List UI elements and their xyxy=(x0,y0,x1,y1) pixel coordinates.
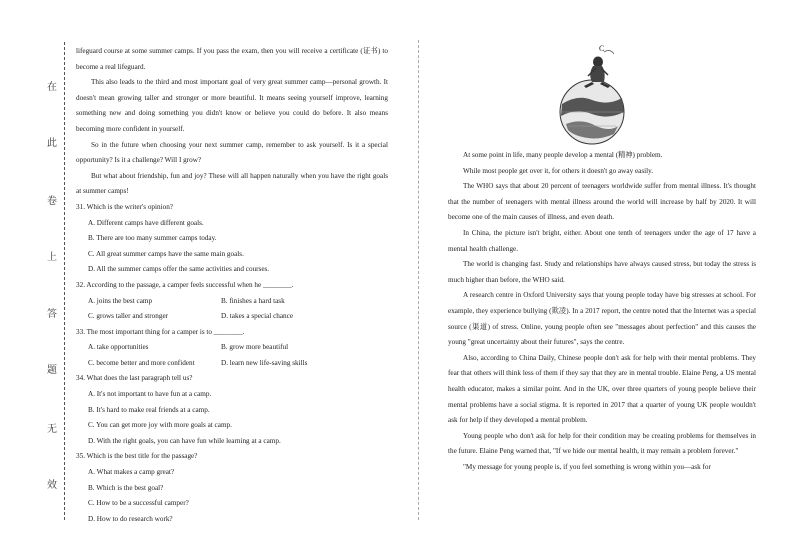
passage-paragraph: But what about friendship, fun and joy? These will all happen naturally when you have the right goals at summer camps! xyxy=(76,171,388,196)
option-a: A. It's not important to have fun at a camp. xyxy=(88,390,212,399)
option-b: B. It's hard to make real friends at a camp. xyxy=(88,405,210,414)
margin-char: 答 xyxy=(47,309,57,320)
question-31 xyxy=(76,200,388,278)
option-d: D. takes a special chance xyxy=(221,312,294,321)
passage-paragraph: The world is changing fast. Study and relationships have always caused stress, but today the stress is much higher than before, the WHO said. xyxy=(448,260,756,284)
question-33 xyxy=(76,325,388,372)
option-row xyxy=(76,340,388,356)
option-c: C. You can get more joy with more goals at camp. xyxy=(88,421,232,430)
question-stem: 34. What does the last paragraph tell us? xyxy=(76,374,193,383)
passage-paragraph: This also leads to the third and most important goal of very great summer camp—personal growth. It doesn't mean growing taller and stronger or more beautiful. It means seeing yourself improve, learning something new and doing something you didn't know or believe you could do before. It also means becoming more confident in yourself. xyxy=(76,78,388,133)
passage-illustration xyxy=(548,42,634,146)
option-b: B. Which is the best goal? xyxy=(88,483,164,492)
option-d: D. How to do research work? xyxy=(88,514,173,523)
option-a: A. take opportunities xyxy=(88,343,149,352)
right-column xyxy=(448,148,756,475)
passage-paragraph: Young people who don't ask for help for their condition may be creating problems for themselves in the future. Elaine Peng warned that, "If we hide our mental health, it may remain a problem forever." xyxy=(448,431,756,456)
option-row xyxy=(76,309,388,325)
option-b: B. There are too many summer camps today. xyxy=(88,234,217,243)
girl-on-globe-illustration xyxy=(548,42,634,146)
option-d: D. All the summer camps offer the same activities and courses. xyxy=(88,265,270,274)
option-d: D. learn new life-saving skills xyxy=(221,358,308,367)
passage-paragraph: In China, the picture isn't bright, either. About one tenth of teenagers under the age of 17 have a mental health challenge. xyxy=(448,228,756,253)
passage-paragraph: So in the future when choosing your next summer camp, remember to ask yourself. Is it a special opportunity? Is it a challenge? Will I grow? xyxy=(76,140,388,165)
question-stem: 35. Which is the best title for the passage? xyxy=(76,452,198,461)
question-34 xyxy=(76,371,388,449)
option-b: B. grow more beautiful xyxy=(221,343,289,352)
margin-char: 效 xyxy=(47,480,57,491)
passage-paragraph: The WHO says that about 20 percent of teenagers worldwide suffer from mental illness. It's thought that the number of teenagers with mental illness around the world will increase by half by 2020. It will become one of the main causes of illness, and even death. xyxy=(448,182,756,222)
option-a: A. joins the best camp xyxy=(88,296,153,305)
passage-paragraph: At some point in life, many people develop a mental (精神) problem. xyxy=(463,151,663,159)
option-c: C. become better and more confident xyxy=(88,358,195,367)
option-row xyxy=(76,356,388,372)
question-stem: 31. Which is the writer's opinion? xyxy=(76,202,173,211)
passage-paragraph: "My message for young people is, if you feel something is wrong within you—ask for xyxy=(463,462,711,471)
passage-paragraph: lifeguard course at some summer camps. If you pass the exam, then you will receive a certificate (证书) to become a real lifeguard. xyxy=(76,47,388,71)
option-c: C. All great summer camps have the same main goals. xyxy=(88,249,244,258)
margin-char: 题 xyxy=(47,365,57,376)
passage-paragraph: While most people get over it, for others it doesn't go away easily. xyxy=(463,166,654,175)
passage-label: C xyxy=(599,44,605,53)
option-d: D. With the right goals, you can have fun while learning at a camp. xyxy=(88,436,281,445)
passage-paragraph: Also, according to China Daily, Chinese people don't ask for help with their mental problems. They fear that others will think less of them if they say that they are in mental trouble. Elaine Peng, a US mental health educator, makes a similar point. And in the UK, over three quarters of young people believe their mental problems have a social stigma. It is reported in 2017 that a quarter of young UK people wouldn't ask for help if they developed a mental problem. xyxy=(448,353,756,425)
margin-char: 无 xyxy=(47,424,57,435)
margin-char: 此 xyxy=(47,138,57,149)
option-c: C. grows taller and stronger xyxy=(88,312,169,321)
left-column xyxy=(76,44,388,527)
margin-char: 卷 xyxy=(47,196,57,207)
question-35 xyxy=(76,449,388,527)
option-b: B. finishes a hard task xyxy=(221,296,285,305)
option-c: C. How to be a successful camper? xyxy=(88,499,189,508)
margin-char: 在 xyxy=(47,82,57,93)
binding-line xyxy=(64,42,65,520)
margin-char: 上 xyxy=(47,252,57,263)
column-divider xyxy=(418,40,419,520)
option-a: A. What makes a camp great? xyxy=(88,468,175,477)
option-a: A. Different camps have different goals. xyxy=(88,218,204,227)
question-stem: 33. The most important thing for a camper is to ________. xyxy=(76,327,245,336)
question-stem: 32. According to the passage, a camper feels successful when he ________. xyxy=(76,280,294,289)
question-32 xyxy=(76,278,388,325)
option-row xyxy=(76,294,388,310)
passage-paragraph: A research centre in Oxford University says that young people today have big stresses at school. For example, they experience bullying (欺凌). In a 2017 report, the centre noted that the Internet was a special source (渠道) of stress. Online, young people often see "messages about perfection" and this causes the young "great uncertainty about their futures", says the centre. xyxy=(448,291,756,347)
